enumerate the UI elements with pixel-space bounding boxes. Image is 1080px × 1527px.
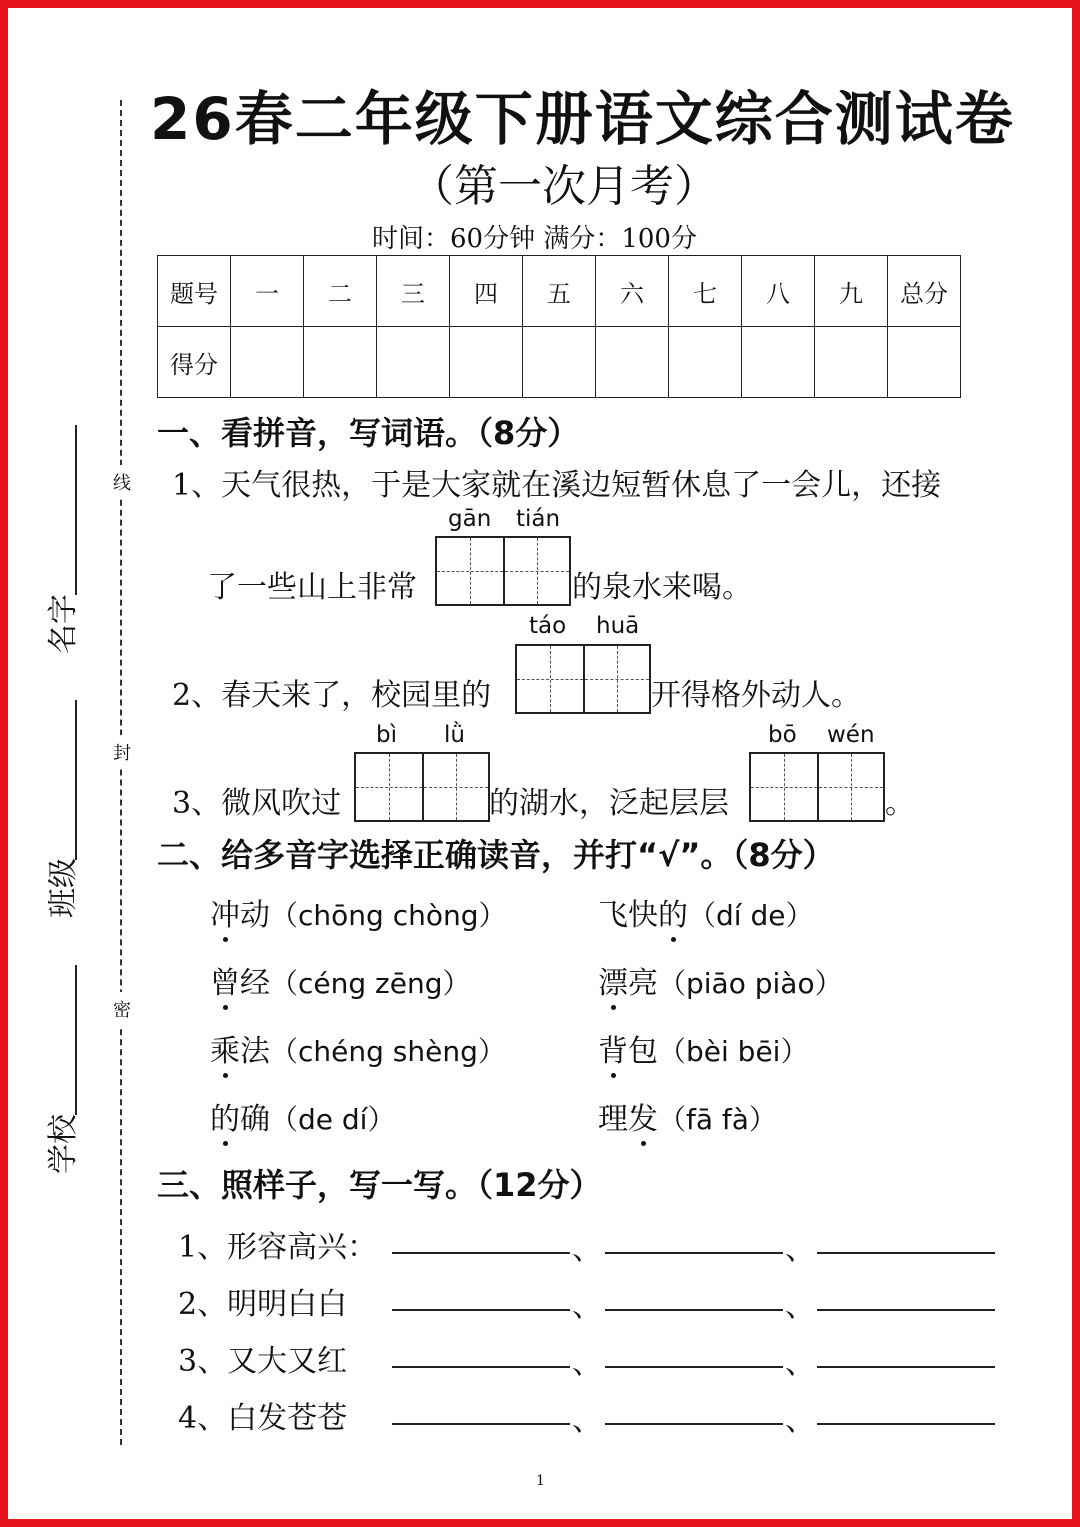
reading-options[interactable]: （fā fà）	[658, 1103, 777, 1136]
separator: 、	[572, 1232, 602, 1267]
polyphone-item: 飞快的（dí de）	[598, 890, 813, 934]
grid-cell[interactable]	[503, 538, 569, 604]
binding-dashed-line	[120, 100, 122, 1445]
score-cell[interactable]	[304, 327, 377, 398]
answer-blank[interactable]	[392, 1309, 570, 1311]
answer-blank[interactable]	[817, 1366, 995, 1368]
imitation-prompt: 2、明明白白	[178, 1287, 348, 1322]
section2-heading: 二、给多音字选择正确读音，并打“√”。（8分）	[157, 836, 835, 874]
imitation-prompt: 3、又大又红	[178, 1344, 348, 1379]
school-underline	[75, 965, 77, 1115]
q3-answer-grid-1[interactable]	[354, 752, 490, 822]
pinyin-bi: bì	[376, 722, 397, 748]
grid-cell[interactable]	[356, 754, 422, 820]
header-cell: 五	[523, 256, 596, 327]
seal-mark-line: 线	[113, 465, 129, 499]
score-cell[interactable]	[888, 327, 961, 398]
answer-blank[interactable]	[605, 1366, 783, 1368]
score-cell[interactable]	[450, 327, 523, 398]
grid-cell[interactable]	[817, 754, 883, 820]
header-cell: 九	[815, 256, 888, 327]
polyphone-item: 的确（de dí）	[210, 1094, 395, 1138]
marked-char: 的	[210, 1094, 240, 1138]
q3-after: 。	[885, 786, 915, 821]
q3-before: 3、微风吹过	[172, 786, 342, 821]
page-title: 26春二年级下册语文综合测试卷	[150, 85, 1015, 153]
header-cell: 七	[669, 256, 742, 327]
marked-char: 冲	[210, 890, 240, 934]
header-cell: 三	[377, 256, 450, 327]
header-cell: 一	[231, 256, 304, 327]
separator: 、	[785, 1346, 815, 1381]
pinyin-hua: huā	[596, 613, 640, 639]
header-cell: 四	[450, 256, 523, 327]
q3-mid: 的湖水，泛起层层	[489, 786, 729, 821]
header-cell: 总分	[888, 256, 961, 327]
marked-char: 的	[658, 890, 688, 934]
answer-blank[interactable]	[605, 1309, 783, 1311]
section1-heading: 一、看拼音，写词语。（8分）	[157, 414, 580, 452]
reading-options[interactable]: （dí de）	[688, 899, 814, 932]
q1-answer-grid[interactable]	[435, 536, 571, 606]
score-cell[interactable]	[523, 327, 596, 398]
separator: 、	[572, 1289, 602, 1324]
reading-options[interactable]: （chōng chòng）	[270, 899, 507, 932]
time-info: 时间：60分钟 满分：100分	[372, 224, 697, 254]
pinyin-tian: tián	[516, 506, 561, 532]
answer-blank[interactable]	[392, 1252, 570, 1254]
imitation-prompt: 1、形容高兴：	[178, 1230, 378, 1265]
polyphone-item: 乘法（chéng shèng）	[210, 1026, 506, 1070]
polyphone-item: 冲动（chōng chòng）	[210, 890, 506, 934]
q2-before: 2、春天来了，校园里的	[172, 678, 492, 713]
separator: 、	[785, 1403, 815, 1438]
polyphone-item: 曾经（céng zēng）	[210, 958, 471, 1002]
q3-answer-grid-2[interactable]	[749, 752, 885, 822]
score-cell[interactable]	[669, 327, 742, 398]
reading-options[interactable]: （chéng shèng）	[270, 1035, 506, 1068]
marked-char: 曾	[210, 958, 240, 1002]
answer-blank[interactable]	[605, 1423, 783, 1425]
score-cell[interactable]	[377, 327, 450, 398]
score-cell[interactable]	[231, 327, 304, 398]
q1-after: 的泉水来喝。	[572, 570, 752, 605]
reading-options[interactable]: （de dí）	[270, 1103, 396, 1136]
reading-options[interactable]: （piāo piào）	[658, 967, 843, 1000]
grid-cell[interactable]	[751, 754, 817, 820]
separator: 、	[785, 1289, 815, 1324]
answer-blank[interactable]	[392, 1366, 570, 1368]
reading-options[interactable]: （céng zēng）	[270, 967, 471, 1000]
reading-options[interactable]: （bèi bēi）	[658, 1035, 809, 1068]
seal-mark-seal: 封	[113, 735, 129, 769]
q1-line1: 1、天气很热，于是大家就在溪边短暂休息了一会儿，还接	[172, 468, 942, 503]
grid-cell[interactable]	[437, 538, 503, 604]
seal-mark-secret: 密	[113, 992, 129, 1026]
pinyin-gan: gān	[448, 506, 492, 532]
answer-blank[interactable]	[605, 1252, 783, 1254]
score-row	[158, 327, 961, 398]
marked-char: 乘	[210, 1026, 240, 1070]
marked-char: 漂	[598, 958, 628, 1002]
score-cell[interactable]	[742, 327, 815, 398]
polyphone-item: 漂亮（piāo piào）	[598, 958, 843, 1002]
separator: 、	[572, 1346, 602, 1381]
score-table	[157, 255, 961, 398]
polyphone-item: 理发（fā fà）	[598, 1094, 777, 1138]
pinyin-tao: táo	[529, 613, 567, 639]
answer-blank[interactable]	[817, 1423, 995, 1425]
header-cell: 题号	[158, 256, 231, 327]
pinyin-lv: lǜ	[444, 722, 465, 748]
separator: 、	[785, 1232, 815, 1267]
score-row-label: 得分	[158, 327, 231, 398]
marked-char: 发	[628, 1094, 658, 1138]
answer-blank[interactable]	[392, 1423, 570, 1425]
q2-answer-grid[interactable]	[515, 644, 651, 714]
header-cell: 六	[596, 256, 669, 327]
pinyin-wen: wén	[827, 722, 875, 748]
name-underline	[75, 425, 77, 595]
answer-blank[interactable]	[817, 1252, 995, 1254]
polyphone-item: 背包（bèi bēi）	[598, 1026, 808, 1070]
header-cell: 二	[304, 256, 377, 327]
grid-cell[interactable]	[517, 646, 583, 712]
imitation-prompt: 4、白发苍苍	[178, 1401, 348, 1436]
q1-before: 了一些山上非常	[207, 570, 417, 605]
answer-blank[interactable]	[817, 1309, 995, 1311]
separator: 、	[572, 1403, 602, 1438]
page-number: 1	[536, 1473, 545, 1489]
class-underline	[75, 700, 77, 860]
marked-char: 背	[598, 1026, 628, 1070]
school-label: 学校	[46, 1114, 81, 1174]
header-cell: 八	[742, 256, 815, 327]
section3-heading: 三、照样子，写一写。（12分）	[157, 1166, 602, 1204]
score-cell[interactable]	[596, 327, 669, 398]
q2-after: 开得格外动人。	[651, 678, 861, 713]
grid-cell[interactable]	[583, 646, 649, 712]
name-label: 名字	[46, 594, 81, 654]
score-header-row	[158, 256, 961, 327]
class-label: 班级	[46, 858, 81, 918]
grid-cell[interactable]	[422, 754, 488, 820]
page-subtitle: （第一次月考）	[410, 161, 718, 212]
score-cell[interactable]	[815, 327, 888, 398]
pinyin-bo: bō	[768, 722, 797, 748]
